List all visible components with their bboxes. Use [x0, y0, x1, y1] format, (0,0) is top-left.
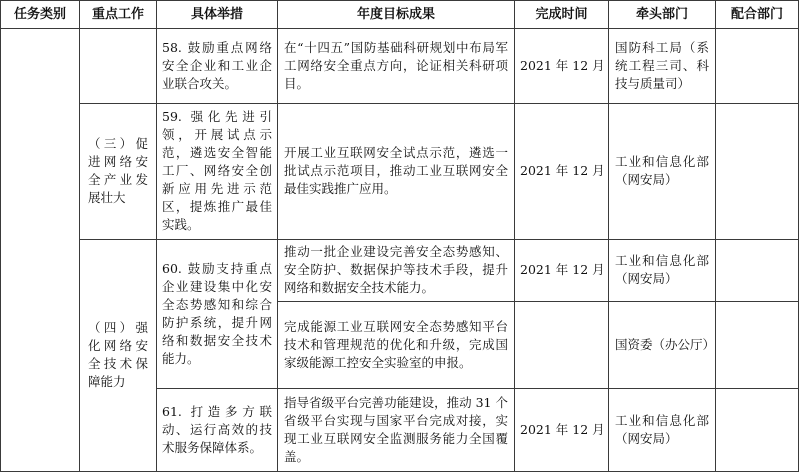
completion-time-cell: [515, 301, 609, 388]
table-row: [1, 29, 799, 104]
lead-department-cell: 工业和信息化部（网安局）: [609, 103, 716, 239]
support-department-cell: [716, 239, 799, 301]
goal-cell: 在“十四五”国防基础科研规划中布局军工网络安全重点方向，论证相关科研项目。: [278, 29, 515, 104]
header-lead-department: 牵头部门: [609, 1, 716, 29]
lead-department-cell: 国防科工局（系统工程三司、科技与质量司）: [609, 29, 716, 104]
measure-cell: 59. 强化先进引领，开展试点示范，遴选安全智能工厂、网络安全创新应用先进示范区，提炼推广最佳实践。: [157, 103, 278, 239]
header-row: [1, 1, 799, 29]
goal-cell: 推动一批企业建设完善安全态势感知、安全防护、数据保护等技术手段，提升网络和数据安全技术能力。: [278, 239, 515, 301]
task-category-cell: [1, 29, 80, 472]
support-department-cell: [716, 29, 799, 104]
header-support-department: 配合部门: [716, 1, 799, 29]
support-department-cell: [716, 103, 799, 239]
header-specific-measures: 具体举措: [157, 1, 278, 29]
completion-time-cell: 2021 年 12 月: [515, 239, 609, 301]
header-annual-goals: 年度目标成果: [278, 1, 515, 29]
lead-department-cell: 工业和信息化部（网安局）: [609, 388, 716, 471]
measure-cell: 60. 鼓励支持重点企业建设集中化安全态势感知和综合防护系统，提升网络和数据安全技术能力。: [157, 239, 278, 388]
support-department-cell: [716, 388, 799, 471]
table-row: [1, 103, 799, 239]
completion-time-cell: 2021 年 12 月: [515, 388, 609, 471]
table-row: [1, 239, 799, 301]
goal-cell: 开展工业互联网安全试点示范，遴选一批试点示范项目，推动工业互联网安全最佳实践推广应用。: [278, 103, 515, 239]
key-work-cell: [80, 103, 157, 239]
support-department-cell: [716, 301, 799, 388]
lead-department-cell: 工业和信息化部（网安局）: [609, 239, 716, 301]
header-key-work: 重点工作: [80, 1, 157, 29]
goal-cell: 完成能源工业互联网安全态势感知平台技术和管理规范的优化和升级，完成国家级能源工控安全实验室的申报。: [278, 301, 515, 388]
lead-department-cell: 国资委（办公厅）: [609, 301, 716, 388]
key-work-label: （三）促进网络安全产业发展壮大: [88, 136, 148, 206]
key-work-cell: [80, 29, 157, 104]
header-completion-time: 完成时间: [515, 1, 609, 29]
completion-time-cell: 2021 年 12 月: [515, 103, 609, 239]
completion-time-cell: 2021 年 12 月: [515, 29, 609, 104]
key-work-label: （四）强化网络安全技术保障能力: [88, 320, 148, 390]
header-task-category: 任务类别: [1, 1, 80, 29]
measure-cell: 61. 打造多方联动、运行高效的技术服务保障体系。: [157, 388, 278, 471]
key-work-cell: [80, 239, 157, 471]
measure-cell: 58. 鼓励重点网络安全企业和工业企业联合攻关。: [157, 29, 278, 104]
goal-cell: 指导省级平台完善功能建设，推动 31 个省级平台实现与国家平台完成对接，实现工业互联网安全监测服务能力全国覆盖。: [278, 388, 515, 471]
